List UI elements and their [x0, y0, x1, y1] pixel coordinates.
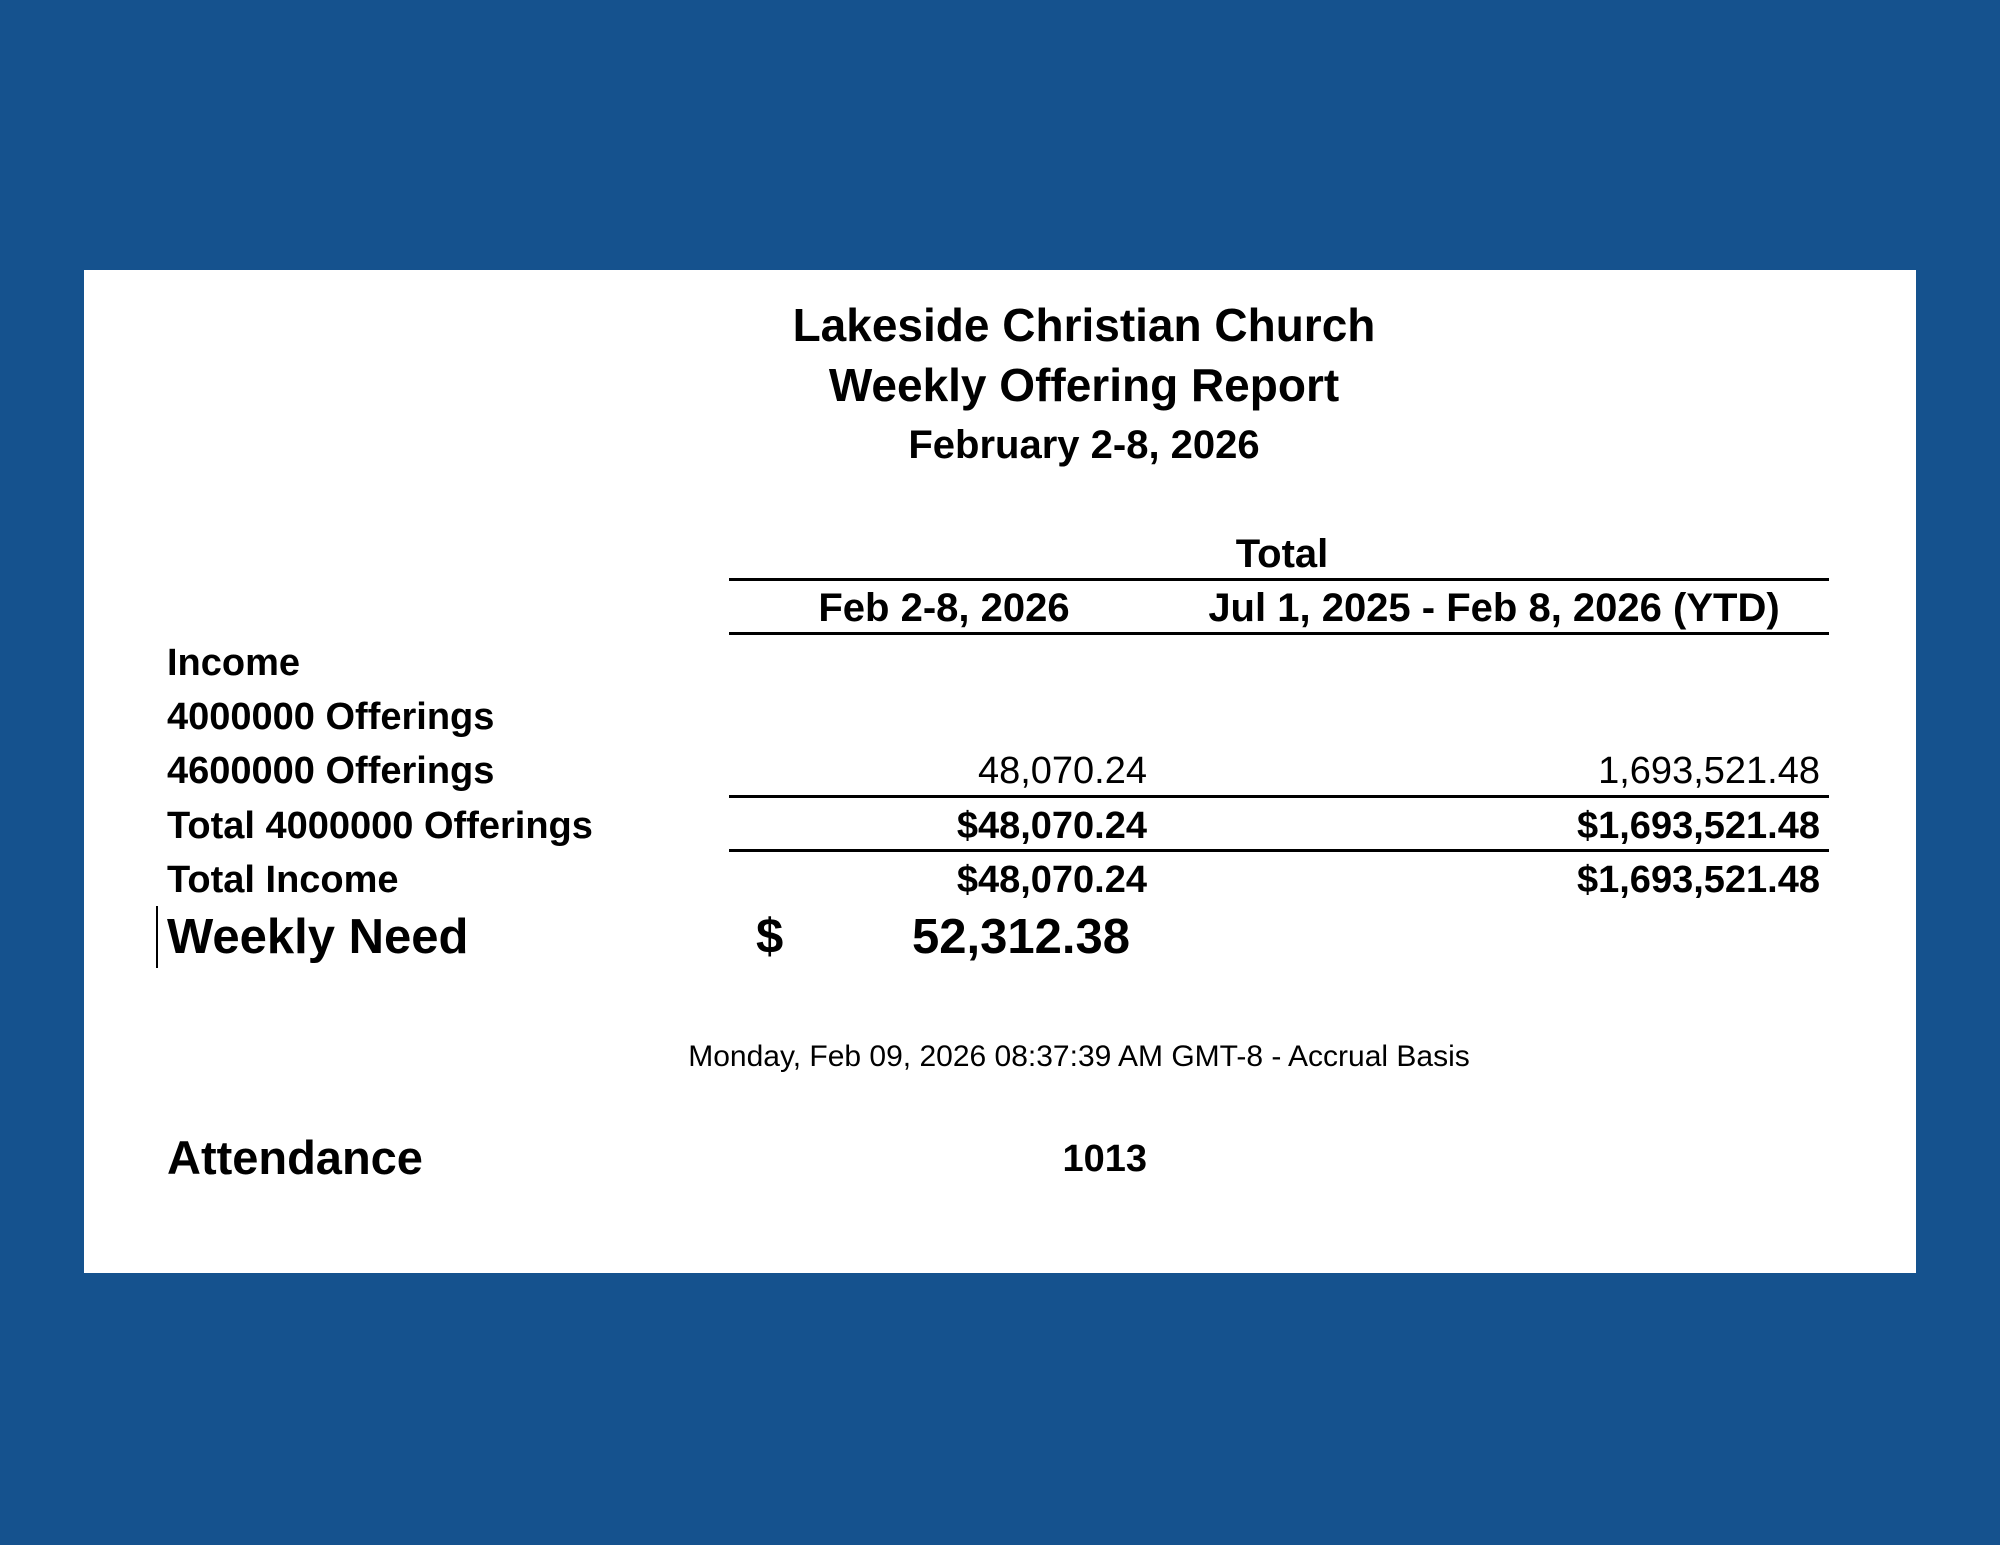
weekly-need-label: Weekly Need — [167, 910, 469, 964]
header-divider-top — [729, 578, 1829, 581]
row-label-income: Income — [167, 642, 301, 684]
weekly-need-currency: $ — [756, 910, 784, 964]
row-label-offerings-4000000: 4000000 Offerings — [167, 696, 495, 738]
cell-total-income-ytd: $1,693,521.48 — [1576, 859, 1820, 901]
cell-offerings-4600000-week: 48,070.24 — [977, 750, 1147, 792]
cell-total-offerings-ytd: $1,693,521.48 — [1576, 805, 1820, 847]
report-timestamp: Monday, Feb 09, 2026 08:37:39 AM GMT-8 - Accrual Basis — [688, 1040, 1470, 1073]
attendance-label: Attendance — [167, 1131, 423, 1184]
row-label-offerings-4600000: 4600000 Offerings — [167, 750, 495, 792]
column-header-week: Feb 2-8, 2026 — [818, 586, 1070, 630]
report-card — [84, 270, 1916, 1273]
header-divider-bottom — [729, 632, 1829, 635]
group-header-total: Total — [1235, 532, 1329, 576]
cell-offerings-4600000-ytd: 1,693,521.48 — [1598, 750, 1820, 792]
subtotal-divider — [729, 795, 1829, 798]
organization-name: Lakeside Christian Church — [792, 299, 1376, 351]
row-label-total-offerings: Total 4000000 Offerings — [167, 805, 593, 847]
weekly-need-amount: 52,312.38 — [912, 910, 1130, 964]
report-title: Weekly Offering Report — [828, 359, 1340, 411]
cell-total-income-week: $48,070.24 — [956, 859, 1147, 901]
row-label-total-income: Total Income — [167, 859, 399, 901]
report-period: February 2-8, 2026 — [908, 423, 1260, 467]
cell-total-offerings-week: $48,070.24 — [956, 805, 1147, 847]
text-cursor — [156, 906, 158, 968]
column-header-ytd: Jul 1, 2025 - Feb 8, 2026 (YTD) — [1208, 586, 1780, 630]
total-divider — [729, 849, 1829, 852]
attendance-value: 1013 — [1062, 1138, 1147, 1180]
